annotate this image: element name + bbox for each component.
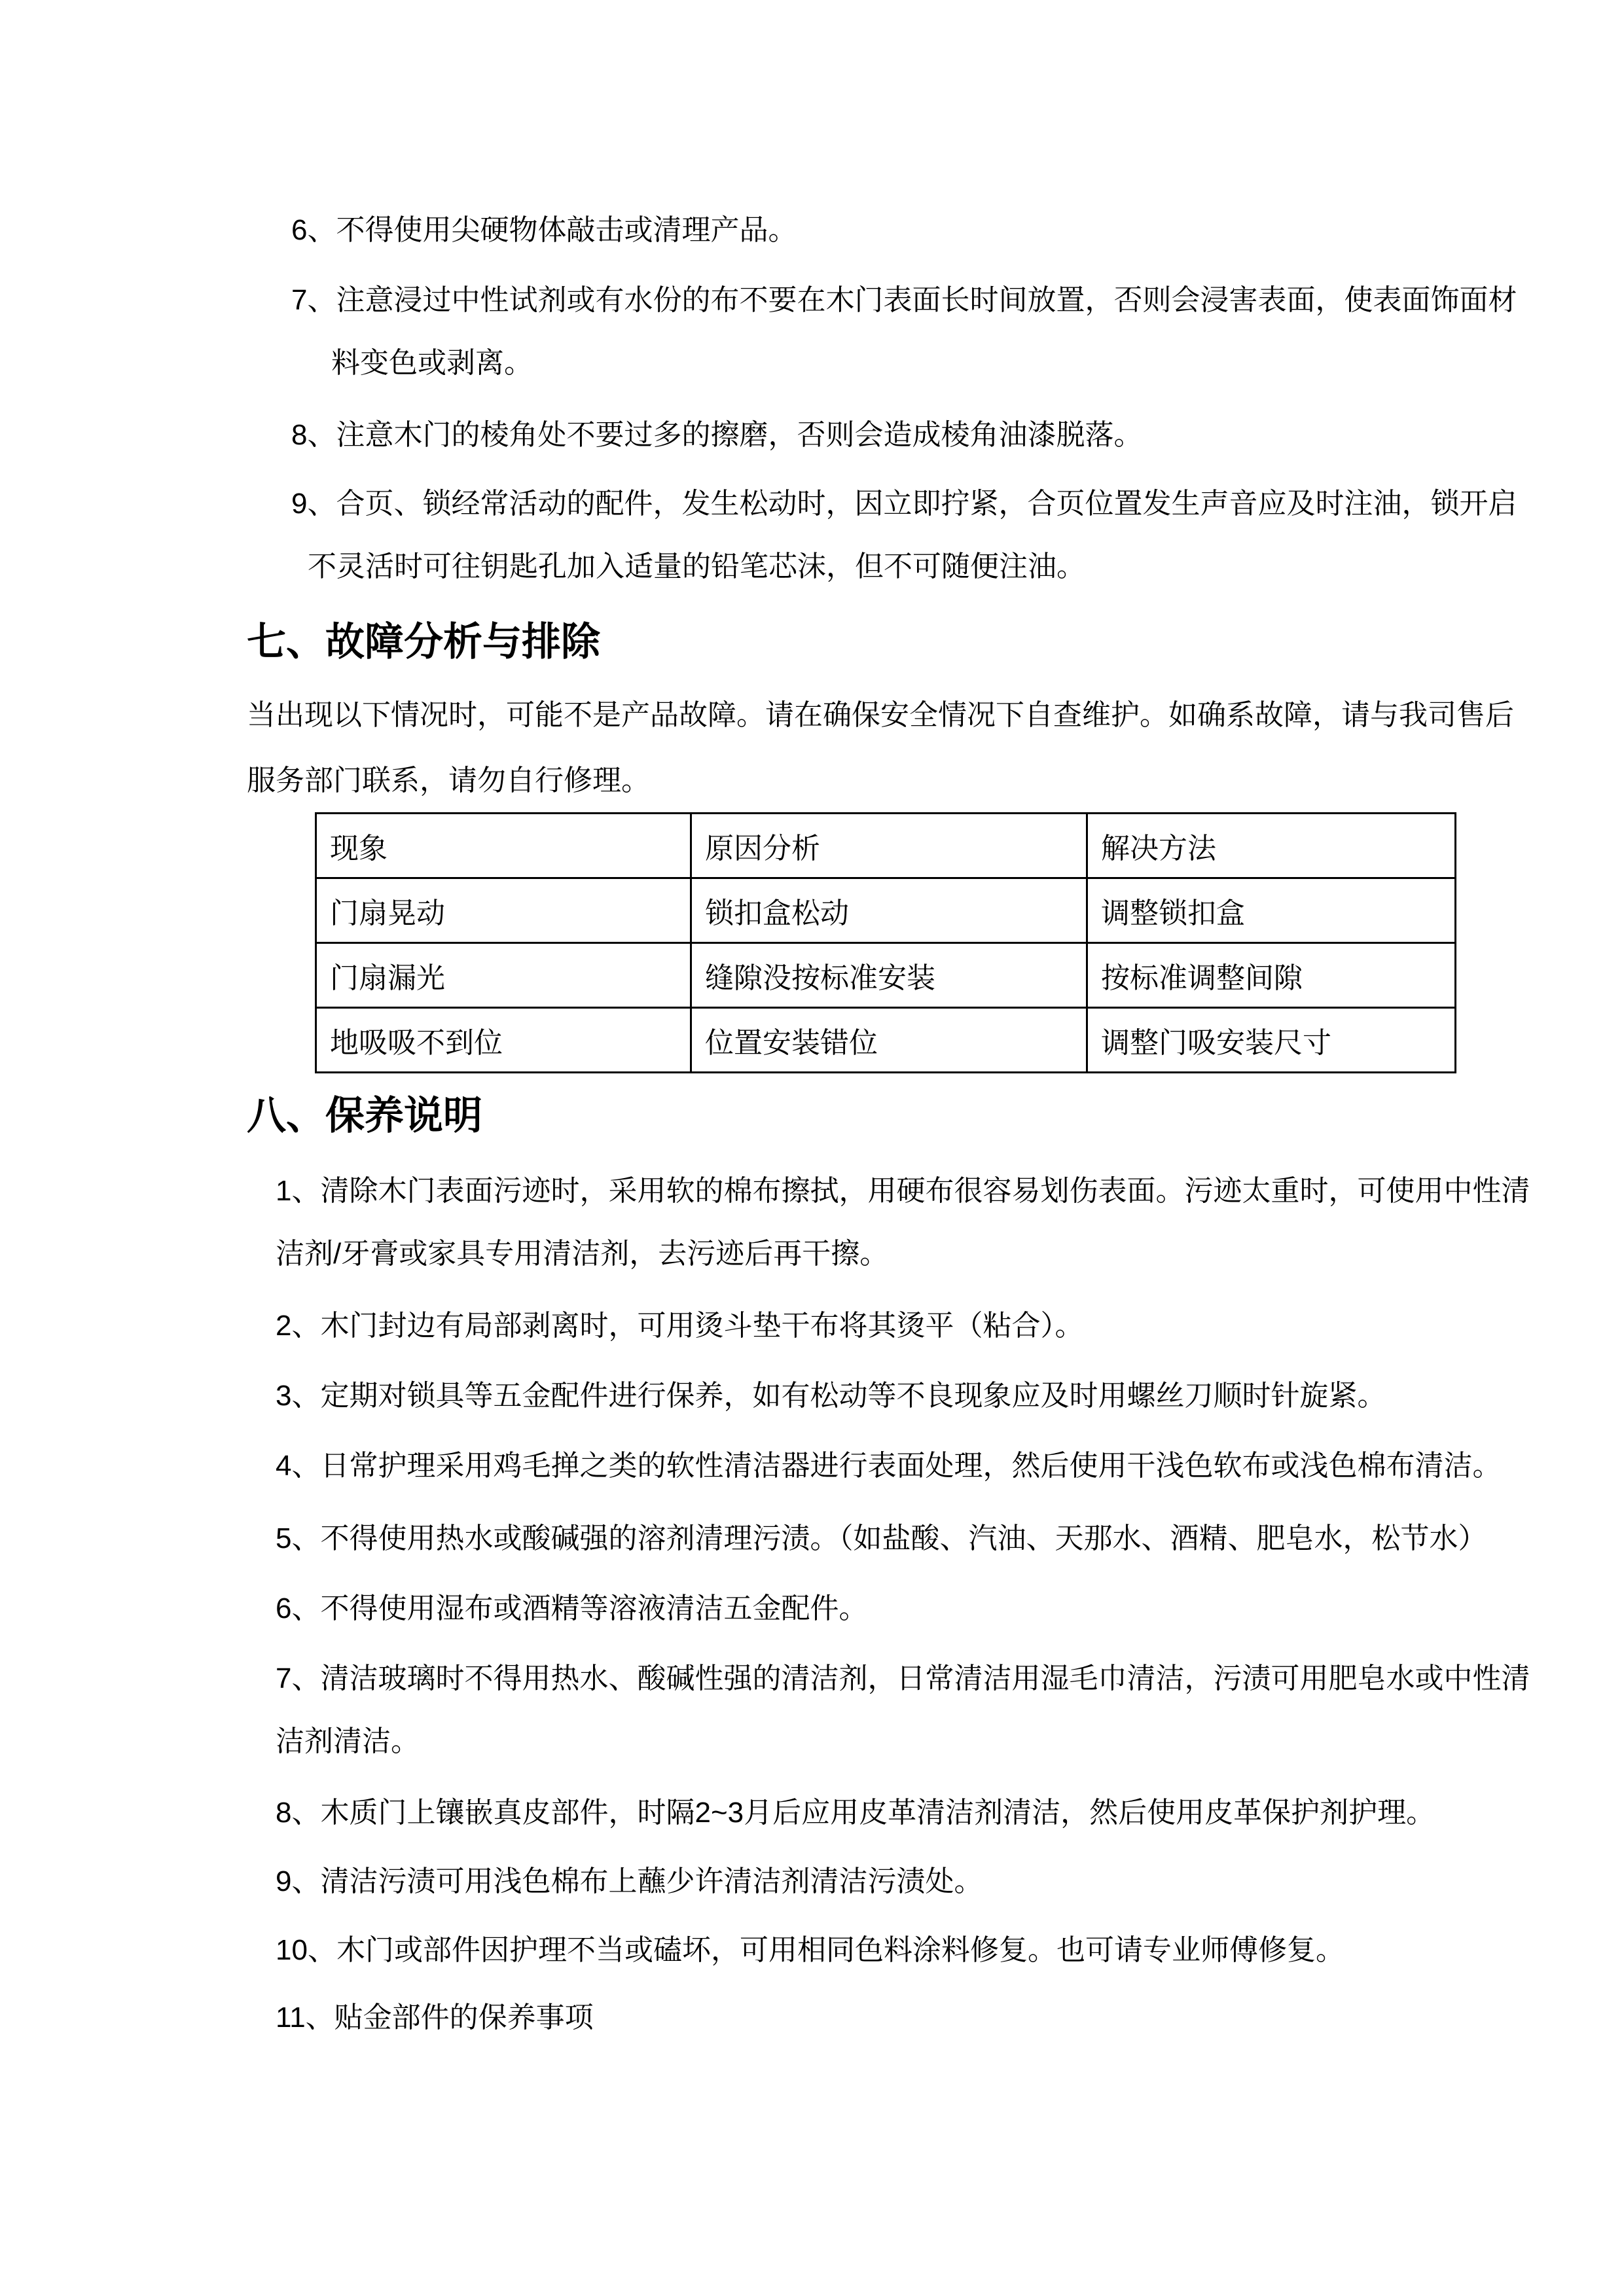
table-row (316, 943, 1456, 1008)
table-cell: 门扇晃动 (316, 878, 691, 943)
list-item-11: 11、贴金部件的保养事项 (276, 2001, 594, 2034)
list-item-2: 2、木门封边有局部剥离时，可用烫斗垫干布将其烫平（粘合）。 (276, 1310, 1084, 1342)
list-item-7b-line-2: 洁剂清洁。 (276, 1725, 420, 1757)
list-item-10: 10、木门或部件因护理不当或磕坏，可用相同色料涂料修复。也可请专业师傅修复。 (276, 1934, 1344, 1966)
table-header-cell-cause: 原因分析 (691, 814, 1087, 878)
section-7-heading: 七、故障分析与排除 (247, 620, 600, 664)
section-7-paragraph-line-2: 服务部门联系，请勿自行修理。 (247, 764, 650, 797)
list-item-8b: 8、木质门上镶嵌真皮部件，时隔2~3月后应用皮革清洁剂清洁，然后使用皮革保护剂护理。 (276, 1797, 1435, 1829)
table-cell: 按标准调整间隙 (1087, 943, 1456, 1008)
list-item-1-line-1: 1、清除木门表面污迹时，采用软的棉布擦拭，用硬布很容易划伤表面。污迹太重时，可使用中性清 (276, 1175, 1530, 1207)
table-cell: 缝隙没按标准安装 (691, 943, 1087, 1008)
list-item-3: 3、定期对锁具等五金配件进行保养，如有松动等不良现象应及时用螺丝刀顺时针旋紧。 (276, 1380, 1386, 1412)
list-item-7-line-2: 料变色或剥离。 (331, 347, 533, 379)
troubleshooting-table (315, 812, 1456, 1073)
table-header-cell-phenomenon: 现象 (316, 814, 691, 878)
list-item-5: 5、不得使用热水或酸碱强的溶剂清理污渍。（如盐酸、汽油、天那水、酒精、肥皂水，松节水） (276, 1522, 1487, 1554)
section-8-heading: 八、保养说明 (247, 1094, 482, 1138)
list-item-8: 8、注意木门的棱角处不要过多的擦磨，否则会造成棱角油漆脱落。 (291, 419, 1143, 451)
list-item-6: 6、不得使用尖硬物体敲击或清理产品。 (291, 214, 797, 246)
table-cell: 门扇漏光 (316, 943, 691, 1008)
table-row (316, 878, 1456, 943)
list-item-4: 4、日常护理采用鸡毛掸之类的软性清洁器进行表面处理，然后使用干浅色软布或浅色棉布清洁。 (276, 1450, 1502, 1482)
list-item-9-line-2: 不灵活时可往钥匙孔加入适量的铅笔芯沫，但不可随便注油。 (308, 550, 1085, 583)
table-row (316, 1008, 1456, 1073)
table-cell: 地吸吸不到位 (316, 1008, 691, 1073)
list-item-9b: 9、清洁污渍可用浅色棉布上蘸少许清洁剂清洁污渍处。 (276, 1865, 983, 1897)
list-item-7b-line-1: 7、清洁玻璃时不得用热水、酸碱性强的清洁剂，日常清洁用湿毛巾清洁，污渍可用肥皂水或中性清 (276, 1662, 1530, 1695)
list-item-7-line-1: 7、注意浸过中性试剂或有水份的布不要在木门表面长时间放置，否则会浸害表面，使表面饰面材 (291, 284, 1517, 316)
list-item-9-line-1: 9、合页、锁经常活动的配件，发生松动时，因立即拧紧，合页位置发生声音应及时注油，锁开启 (291, 488, 1517, 520)
list-item-6b: 6、不得使用湿布或酒精等溶液清洁五金配件。 (276, 1592, 868, 1624)
table-cell: 调整门吸安装尺寸 (1087, 1008, 1456, 1073)
table-cell: 调整锁扣盒 (1087, 878, 1456, 943)
table-cell: 锁扣盒松动 (691, 878, 1087, 943)
table-header-cell-solution: 解决方法 (1087, 814, 1456, 878)
section-7-paragraph-line-1: 当出现以下情况时，可能不是产品故障。请在确保安全情况下自查维护。如确系故障，请与我司售后 (247, 699, 1514, 731)
list-item-1-line-2: 洁剂/牙膏或家具专用清洁剂，去污迹后再干擦。 (276, 1238, 889, 1270)
table-cell: 位置安装错位 (691, 1008, 1087, 1073)
table-header-row (316, 814, 1456, 878)
